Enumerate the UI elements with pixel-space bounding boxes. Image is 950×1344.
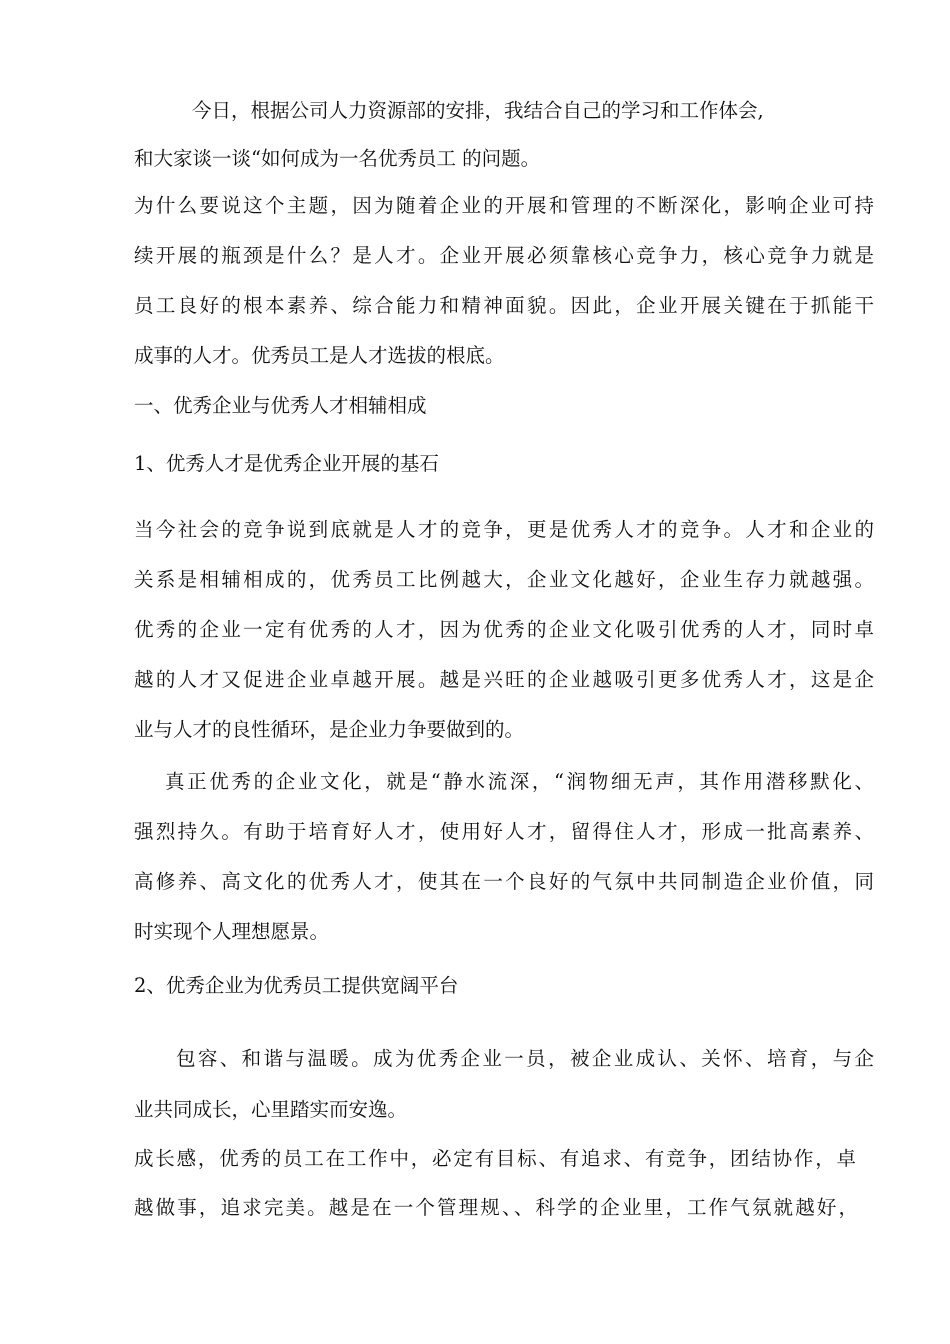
paragraph-2-line-4: 越的人才又促进企业卓越开展。越是兴旺的企业越吸引更多优秀人才，这是企 <box>134 668 874 691</box>
subheading-2: 2、优秀企业为优秀员工提供宽阔平台 <box>134 974 459 997</box>
paragraph-1-line-1: 为什么要说这个主题，因为随着企业的开展和管理的不断深化，影响企业可持 <box>134 194 874 217</box>
paragraph-4-line-1: 包容、和谐与温暖。成为优秀企业一员，被企业成认、关怀、培育，与企 <box>176 1047 874 1070</box>
paragraph-2-line-2: 关系是相辅相成的，优秀员工比例越大，企业文化越好，企业生存力就越强。 <box>134 568 874 591</box>
paragraph-1-line-2: 续开展的瓶颈是什么？是人才。企业开展必须靠核心竞争力，核心竞争力就是 <box>134 244 874 267</box>
paragraph-2-line-1: 当今社会的竞争说到底就是人才的竞争，更是优秀人才的竞争。人才和企业的 <box>134 518 874 541</box>
paragraph-2-line-5: 业与人才的良性循环，是企业力争要做到的。 <box>134 718 525 741</box>
paragraph-5-line-1: 成长感，优秀的员工在工作中，必定有目标、有追求、有竞争，团结协作，卓 <box>134 1147 856 1170</box>
paragraph-3-line-1: 真正优秀的企业文化，就是“静水流深，“润物细无声，其作用潜移默化、 <box>165 770 874 793</box>
paragraph-5-line-2: 越做事，追求完美。越是在一个管理规、、科学的企业里，工作气氛就越好， <box>134 1196 858 1219</box>
paragraph-3-line-3: 高修养、高文化的优秀人才，使其在一个良好的气氛中共同制造企业价值，同 <box>134 870 874 893</box>
paragraph-3-line-4: 时实现个人理想愿景。 <box>134 920 330 943</box>
intro-line-2: 和大家谈一谈“如何成为一名优秀员工 的问题。 <box>134 147 541 170</box>
section-heading-1: 一、优秀企业与优秀人才相辅相成 <box>134 394 427 417</box>
paragraph-4-line-2: 业共同成长，心里踏实而安逸。 <box>134 1098 408 1121</box>
intro-line-1: 今日，根据公司人力资源部的安排，我结合自己的学习和工作体会, <box>192 99 764 122</box>
paragraph-2-line-3: 优秀的企业一定有优秀的人才，因为优秀的企业文化吸引优秀的人才，同时卓 <box>134 618 874 641</box>
paragraph-1-line-4: 成事的人才。优秀员工是人才选拔的根底。 <box>134 344 505 367</box>
subheading-1: 1、优秀人才是优秀企业开展的基石 <box>134 452 439 475</box>
paragraph-1-line-3: 员工良好的根本素养、综合能力和精神面貌。因此，企业开展关键在于抓能干 <box>134 294 874 317</box>
paragraph-3-line-2: 强烈持久。有助于培育好人才，使用好人才，留得住人才，形成一批高素养、 <box>134 820 874 843</box>
